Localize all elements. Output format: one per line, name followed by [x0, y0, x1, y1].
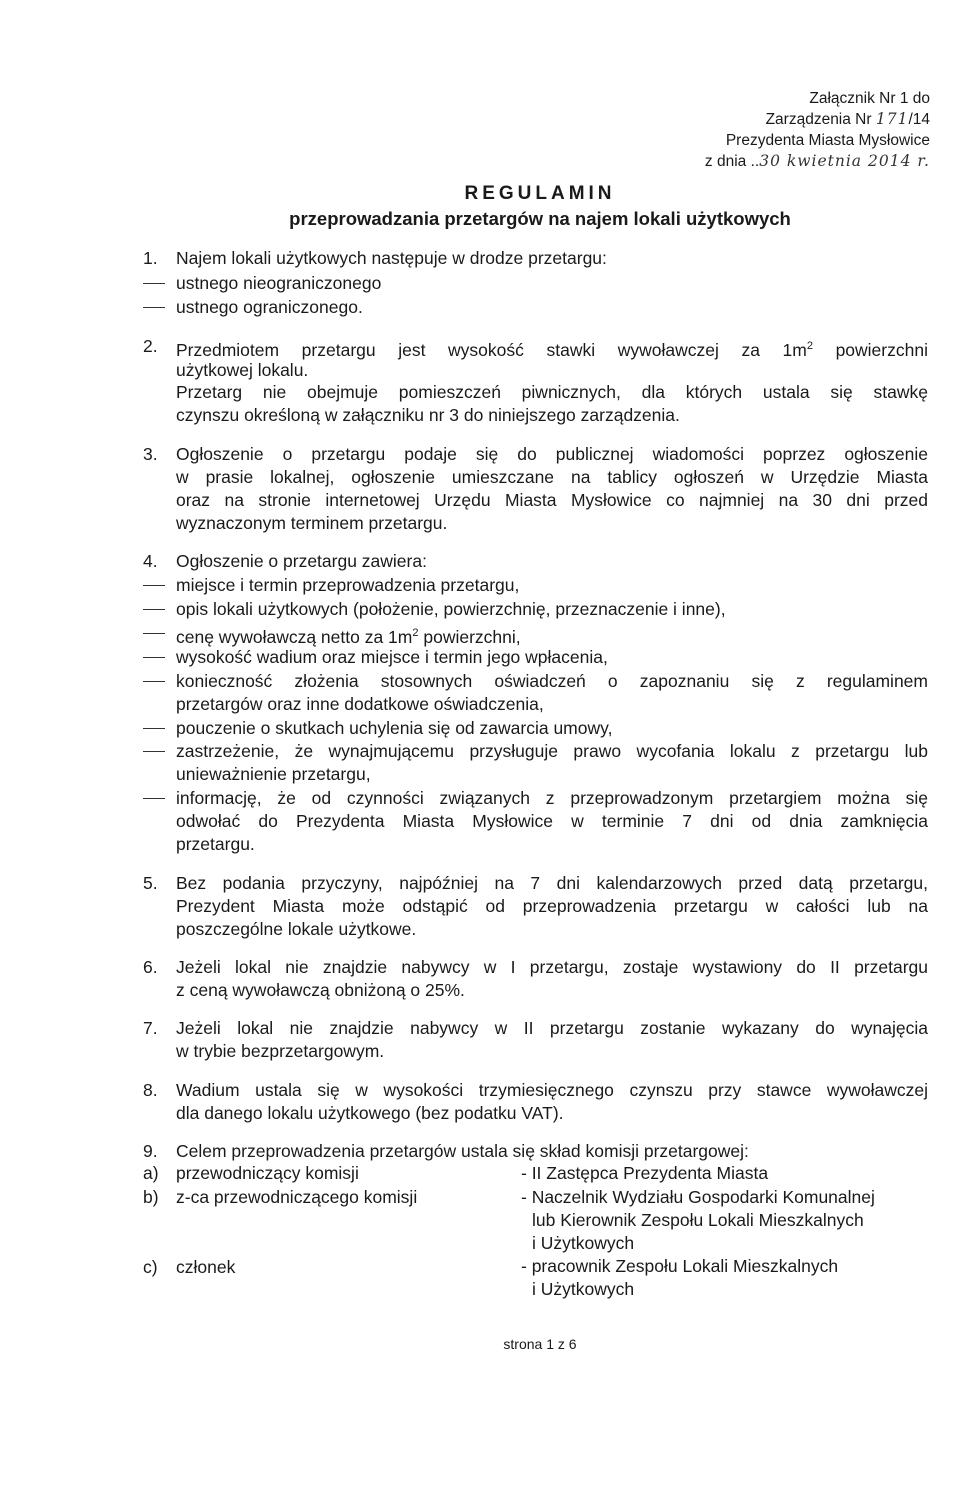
- section-1-item-2: ustnego ograniczonego.: [176, 297, 363, 317]
- handwritten-number: 171: [875, 110, 909, 128]
- section-7-line-1: [176, 1017, 928, 1039]
- section-5-line-3: poszczególne lokale użytkowe.: [176, 919, 417, 939]
- section-4-item-2: opis lokali użytkowych (położenie, powierzchnię, przeznaczenie i inne),: [176, 599, 726, 619]
- section-4-item-8-line-2: [176, 810, 928, 832]
- section-4-item-6: pouczenie o skutkach uchylenia się od zawarcia umowy,: [176, 718, 613, 738]
- document-subtitle: przeprowadzania przetargów na najem lokali użytkowych: [289, 208, 791, 229]
- header-line-2-suffix: /14: [908, 111, 930, 128]
- section-3-line-3: [176, 489, 928, 511]
- superscript-2: 2: [806, 340, 813, 352]
- page-number: strona 1 z 6: [503, 1336, 577, 1352]
- section-6-number: 6.: [143, 957, 158, 977]
- section-4-item-8-line-1: [176, 787, 928, 809]
- section-7-line-2: w trybie bezprzetargowym.: [176, 1041, 385, 1061]
- handwritten-date: 30 kwietnia 2014 r.: [759, 152, 930, 170]
- s5-l1: Bez podania przyczyny, najpóźniej na 7 dni kalendarzowych przed datą przetargu,: [176, 873, 928, 893]
- header-line-2-text: Zarządzenia Nr: [765, 111, 876, 128]
- section-9-text: Celem przeprowadzenia przetargów ustala się skład komisji przetargowej:: [176, 1141, 749, 1161]
- dash-bullet: [143, 307, 165, 308]
- section-9-number: 9.: [143, 1141, 158, 1161]
- dash-bullet: [143, 585, 165, 586]
- dash-bullet: [143, 681, 165, 682]
- attachment-header: [705, 88, 930, 172]
- section-4-item-4: wysokość wadium oraz miejsce i termin jego wpłacenia,: [176, 647, 608, 667]
- superscript-2: 2: [412, 627, 419, 639]
- member-c-letter: c): [143, 1257, 158, 1277]
- section-4-item-5-line-2: przetargów oraz inne dodatkowe oświadczenia,: [176, 694, 544, 714]
- s4-i8l1: informację, że od czynności związanych z przeprowadzonym przetargiem można się: [176, 788, 928, 808]
- member-b-person-line-2: lub Kierownik Zespołu Lokali Mieszkalnych: [532, 1210, 864, 1230]
- member-c-role: członek: [176, 1257, 236, 1277]
- section-2-line-4: czynszu określoną w załączniku nr 3 do niniejszego zarządzenia.: [176, 405, 680, 425]
- section-2-line-3: [176, 381, 928, 403]
- section-4-text: Ogłoszenie o przetargu zawiera:: [176, 551, 427, 571]
- section-2-number: 2.: [143, 336, 158, 356]
- section-6-line-2: z ceną wywoławczą obniżoną o 25%.: [176, 980, 465, 1000]
- section-5-line-2: [176, 895, 928, 917]
- s4-i5l1: konieczność złożenia stosownych oświadczeń o zapoznaniu się z regulaminem: [176, 671, 928, 691]
- member-b-letter: b): [143, 1187, 159, 1207]
- section-8-line-1: [176, 1079, 928, 1101]
- section-4-item-3: [176, 622, 521, 648]
- header-line-3: Prezydenta Miasta Mysłowice: [725, 132, 930, 149]
- section-5-line-1: [176, 872, 928, 894]
- dash-bullet: [143, 283, 165, 284]
- s4-i7l1: zastrzeżenie, że wynajmującemu przysługuje prawo wycofania lokalu z przetargu lub: [176, 741, 928, 761]
- member-a-person: - II Zastępca Prezydenta Miasta: [521, 1163, 769, 1183]
- section-1-number: 1.: [143, 248, 158, 268]
- section-3-line-4: wyznaczonym terminem przetargu.: [176, 513, 448, 533]
- s3-l1: Ogłoszenie o przetargu podaje się do publicznej wiadomości poprzez ogłoszenie: [176, 444, 928, 464]
- section-1-text: Najem lokali użytkowych następuje w drodze przetargu:: [176, 248, 607, 268]
- s4-i8l2: odwołać do Prezydenta Miasta Mysłowice w terminie 7 dni od dnia zamknięcia: [176, 811, 928, 831]
- section-4-item-8-line-3: przetargu.: [176, 834, 255, 854]
- section-3-number: 3.: [143, 444, 158, 464]
- header-line-2: [705, 109, 930, 130]
- s2-l1a: Przedmiotem przetargu jest wysokość stawki wywoławczej za 1m: [176, 339, 807, 360]
- member-b-person-line-1: - Naczelnik Wydziału Gospodarki Komunalnej: [521, 1187, 875, 1207]
- section-8-line-2: dla danego lokalu użytkowego (bez podatku VAT).: [176, 1103, 564, 1123]
- member-b-role: z-ca przewodniczącego komisji: [176, 1187, 418, 1207]
- member-c-person-line-1: - pracownik Zespołu Lokali Mieszkalnych: [521, 1256, 839, 1276]
- section-3-line-1: [176, 443, 928, 465]
- dash-bullet: [143, 728, 165, 729]
- member-c-person-line-2: i Użytkowych: [532, 1279, 635, 1299]
- section-4-item-7-line-1: [176, 740, 928, 762]
- member-b-person-line-3: i Użytkowych: [532, 1233, 635, 1253]
- section-4-item-5-line-1: [176, 670, 928, 692]
- document-title: REGULAMIN: [464, 183, 616, 204]
- member-a-role: przewodniczący komisji: [176, 1163, 359, 1183]
- s5-l2: Prezydent Miasta może odstąpić od przeprowadzenia przetargu w całości lub na: [176, 896, 928, 916]
- dash-bullet: [143, 633, 165, 634]
- section-2-line-1-text: [176, 335, 928, 361]
- s6-l1: Jeżeli lokal nie znajdzie nabywcy w I przetargu, zostaje wystawiony do II przetargu: [176, 957, 928, 977]
- section-5-number: 5.: [143, 873, 158, 893]
- header-line-4: [705, 151, 930, 172]
- section-6-line-1: [176, 956, 928, 978]
- header-line-4-text: z dnia ..: [704, 153, 760, 170]
- section-8-number: 8.: [143, 1080, 158, 1100]
- dash-bullet: [143, 609, 165, 610]
- dash-bullet: [143, 798, 165, 799]
- s7-l1: Jeżeli lokal nie znajdzie nabywcy w II przetargu zostanie wykazany do wynajęcia: [176, 1018, 928, 1038]
- s2-l1b: powierzchni: [812, 339, 928, 360]
- section-4-item-1: miejsce i termin przeprowadzenia przetargu,: [176, 575, 520, 595]
- s3-l2: w prasie lokalnej, ogłoszenie umieszczane na tablicy ogłoszeń w Urzędzie Miasta: [176, 467, 928, 487]
- section-4-item-7-line-2: unieważnienie przetargu,: [176, 764, 371, 784]
- s4-i3b: powierzchni,: [418, 626, 521, 647]
- s4-i3a: cenę wywoławczą netto za 1m: [176, 626, 413, 647]
- section-1-item-1: ustnego nieograniczonego: [176, 273, 382, 293]
- section-3-line-2: [176, 466, 928, 488]
- s3-l3: oraz na stronie internetowej Urzędu Miasta Mysłowice co najmniej na 30 dni przed: [176, 490, 928, 510]
- section-7-number: 7.: [143, 1018, 158, 1038]
- dash-bullet: [143, 751, 165, 752]
- s8-l1: Wadium ustala się w wysokości trzymiesięcznego czynszu przy stawce wywoławczej: [176, 1080, 928, 1100]
- dash-bullet: [143, 657, 165, 658]
- section-2-line-2: użytkowej lokalu.: [176, 360, 309, 380]
- header-line-1: Załącznik Nr 1 do: [809, 90, 930, 107]
- section-2-line-1: [176, 335, 928, 361]
- section-4-number: 4.: [143, 551, 158, 571]
- member-a-letter: a): [143, 1163, 159, 1183]
- s2-l3: Przetarg nie obejmuje pomieszczeń piwnicznych, dla których ustala się stawkę: [176, 382, 928, 402]
